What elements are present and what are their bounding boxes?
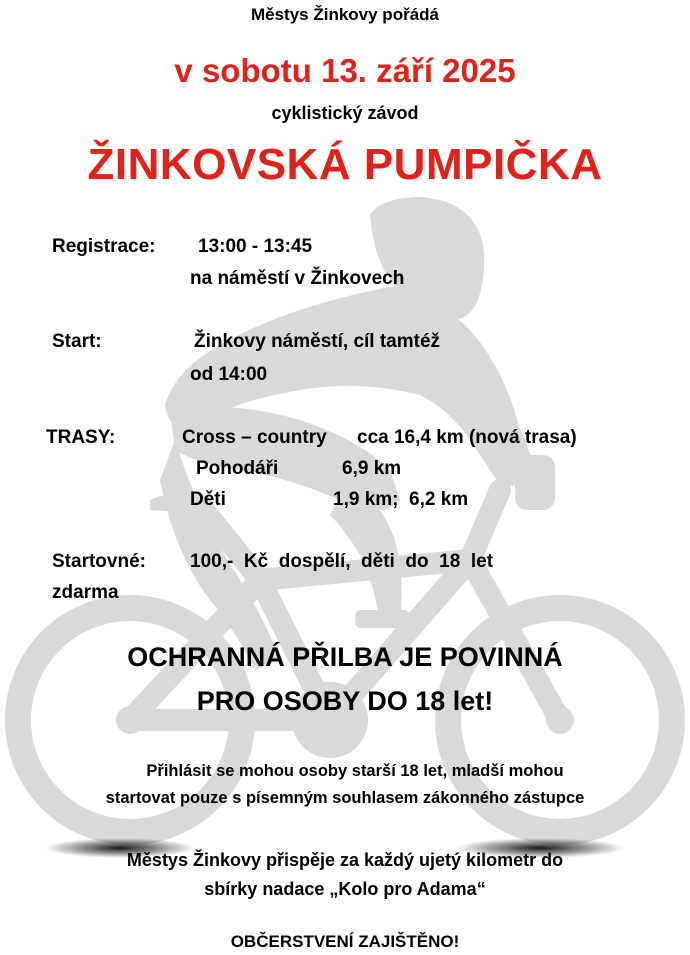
fee-value-cont: zdarma [52, 582, 119, 603]
route-distance: cca 16,4 km (nová trasa) [357, 427, 577, 448]
route-distance: 6,9 km [342, 458, 402, 479]
organizer-line: Městys Žinkovy pořádá [250, 5, 439, 24]
event-title: ŽINKOVSKÁ PUMPIČKA [87, 140, 603, 189]
refreshments-note: OBČERSTVENÍ ZAJIŠTĚNO! [230, 932, 460, 951]
registration-time: 13:00 - 13:45 [198, 236, 313, 257]
route-name: Cross – country [182, 427, 327, 448]
routes-label: TRASY: [46, 427, 116, 448]
registration-label: Registrace: [52, 236, 156, 257]
event-subtitle: cyklistický závod [271, 103, 419, 123]
event-date: v sobotu 13. září 2025 [174, 52, 516, 89]
consent-line1: Přihlásit se mohou osoby starší 18 let, mladší mohou [146, 762, 564, 780]
route-name: Děti [190, 489, 226, 510]
fee-label: Startovné: [52, 551, 146, 572]
fee-value: 100,- Kč dospělí, děti do 18 let [190, 551, 494, 572]
helmet-notice-line1: OCHRANNÁ PŘILBA JE POVINNÁ [127, 642, 563, 672]
registration-place: na náměstí v Žinkovech [190, 268, 405, 289]
route-name: Pohodáři [196, 458, 279, 479]
start-time: od 14:00 [190, 364, 268, 385]
consent-line2: startovat pouze s písemným souhlasem zákonného zástupce [105, 789, 585, 807]
start-place: Žinkovy náměstí, cíl tamtéž [194, 331, 441, 352]
charity-line2: sbírky nadace „Kolo pro Adama“ [204, 879, 486, 899]
start-label: Start: [52, 331, 102, 352]
charity-line1: Městys Žinkovy přispěje za každý ujetý kilometr do [126, 850, 564, 870]
helmet-notice-line2: PRO OSOBY DO 18 let! [196, 686, 494, 716]
route-distance: 1,9 km; 6,2 km [333, 489, 469, 510]
